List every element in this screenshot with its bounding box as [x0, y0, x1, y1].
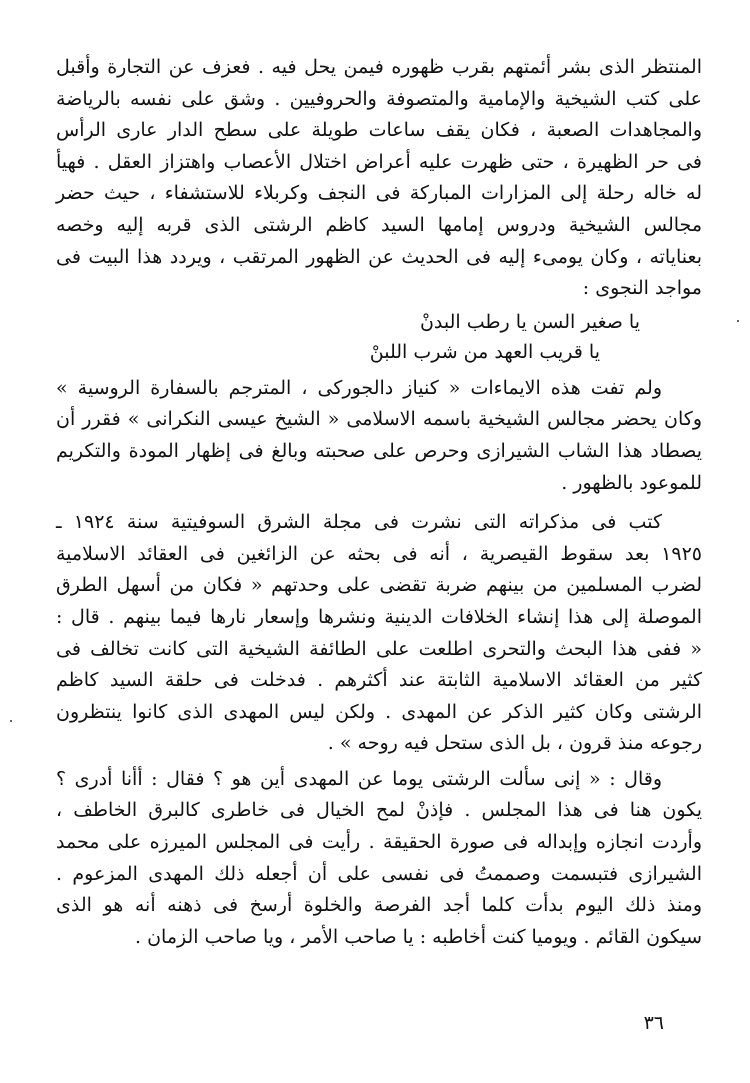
- scan-speck: [10, 720, 12, 722]
- text-line: للموعود بالظهور .: [561, 471, 702, 494]
- paragraph-2: [56, 373, 702, 499]
- page-body: [56, 52, 702, 953]
- text-line: على كتب الشيخية والإمامية والمتصوفة والحروفيين . وشق على نفسه بالرياضة: [56, 87, 702, 110]
- text-line: مجالس الشيخية ودروس إمامها السيد كاظم الرشتى الذى قربه إليه وخصه: [56, 213, 702, 236]
- text-line: الرشتى وكان كثير الذكر عن المهدى . ولكن ليس المهدى الذى كانوا ينتظرون: [56, 700, 702, 723]
- text-line: الشيرازى فتبسمت وصممتُ فى نفسى على أن أجعله ذلك المهدى المزعوم .: [56, 862, 702, 885]
- text-line: ومنذ ذلك اليوم بدأت كلما أجد الفرصة والخلوة أرسخ فى ذهنه أنه هو الذى: [56, 894, 702, 917]
- text-line: سيكون القائم . ويوميا كنت أخاطبه : يا صاحب الأمر ، ويا صاحب الزمان .: [135, 925, 702, 948]
- paragraph-4: [56, 764, 702, 954]
- text-line: وأردت انجازه وإبداله فى صورة الحقيقة . رأيت فى المجلس الميرزه على محمد: [56, 831, 702, 854]
- text-line: فى حر الظهيرة ، حتى ظهرت عليه أعراض اختلال الأعصاب واهتزاز العقل . فهيأ: [56, 150, 702, 173]
- text-line: وقال : « إنى سألت الرشتى يوما عن المهدى أين هو ؟ فقال : أأنا أدرى ؟: [56, 767, 662, 790]
- text-line: المنتظر الذى بشر أئمتهم بقرب ظهوره فيمن يحل فيه . فعزف عن التجارة وأقبل: [56, 56, 702, 78]
- text-line: لضرب المسلمين من بينهم ضربة تقضى على وحدتهم « فكان من أسهل الطرق: [56, 574, 702, 597]
- text-line: يصطاد هذا الشاب الشيرازى وحرص على صحبته وبالغ فى إظهار المودة والتكريم: [56, 439, 702, 462]
- text-line: الموصلة إلى هذا إنشاء الخلافات الدينية ونشرها وإسعار نارها فيما بينهم . قال :: [56, 605, 702, 628]
- text-line: بعناياته ، وكان يومىء إليه فى الحديث عن الظهور المرتقب ، ويردد هذا البيت فى: [56, 245, 702, 268]
- text-line: كثير من العقائد الاسلامية الثابتة عند أكثرهم . فدخلت فى حلقة السيد كاظم: [56, 669, 702, 692]
- scan-speck: [737, 320, 739, 322]
- text-line: كتب فى مذكراته التى نشرت فى مجلة الشرق السوفيتية سنة ١٩٢٤ ـ: [56, 511, 662, 534]
- text-line: مواجد النجوى :: [582, 277, 702, 300]
- text-line: ١٩٢٥ بعد سقوط القيصرية ، أنه فى بحثه عن الزائغين فى العقائد الاسلامية: [56, 542, 702, 565]
- text-line: ولم تفت هذه الايماءات « كنياز دالجوركى ، المترجم بالسفارة الروسية »: [56, 376, 662, 399]
- verse-line: يا قريب العهد من شرب اللبنْ: [369, 340, 600, 363]
- text-line: « ففى هذا البحث والتحرى اطلعت على الطائفة الشيخية التى كانت تخالف فى: [56, 637, 702, 660]
- text-line: يكون هنا فى هذا المجلس . فإذنْ لمح الخيال فى خاطرى كالبرق الخاطف ،: [56, 799, 702, 822]
- paragraph-1: [56, 52, 702, 305]
- text-line: وكان يحضر مجالس الشيخية باسمه الاسلامى « الشيخ عيسى النكرانى » فقرر أن: [56, 408, 702, 431]
- text-line: رجوعه منذ قرون ، بل الذى ستحل فيه روحه » .: [327, 732, 702, 755]
- verse-line: يا صغير السن يا رطب البدنْ: [419, 310, 640, 333]
- page-number: ٣٦: [643, 1012, 664, 1034]
- poem-verse: [56, 307, 702, 367]
- text-line: والمجاهدات الصعبة ، فكان يقف ساعات طويلة على سطح الدار عارى الرأس: [56, 119, 702, 142]
- paragraph-3: [56, 507, 702, 760]
- text-line: له خاله رحلة إلى المزارات المباركة فى النجف وكربلاء للاستشفاء ، حيث حضر: [56, 182, 702, 205]
